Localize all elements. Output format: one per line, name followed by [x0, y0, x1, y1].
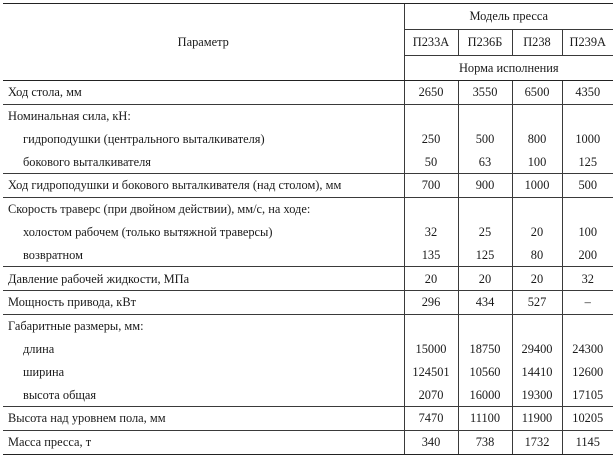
- row-label: Номинальная сила, кН:: [3, 104, 404, 127]
- row-value-П236Б: 738: [458, 430, 512, 454]
- table-row: [3, 291, 613, 315]
- table-header: [3, 4, 613, 81]
- row-value-П236Б: 16000: [458, 383, 512, 406]
- table-row: [3, 361, 613, 384]
- row-value-П233А: 135: [404, 244, 458, 267]
- row-value-П239А: 200: [562, 244, 613, 267]
- row-value-П236Б: 20: [458, 267, 512, 291]
- row-value-П236Б: 125: [458, 244, 512, 267]
- row-value-П233А: [404, 314, 458, 337]
- table-row: [3, 221, 613, 244]
- row-value-П236Б: 63: [458, 150, 512, 173]
- row-value-П239А: 12600: [562, 361, 613, 384]
- row-value-П238: 800: [512, 128, 562, 151]
- row-value-П233А: 20: [404, 267, 458, 291]
- row-value-П239А: 1000: [562, 128, 613, 151]
- header-norm: Норма исполнения: [404, 56, 613, 81]
- row-value-П238: 527: [512, 291, 562, 315]
- table-row: [3, 430, 613, 454]
- row-value-П239А: 125: [562, 150, 613, 173]
- row-value-П238: 80: [512, 244, 562, 267]
- row-value-П238: 1000: [512, 174, 562, 198]
- row-value-П236Б: 500: [458, 128, 512, 151]
- row-value-П239А: [562, 314, 613, 337]
- row-label: бокового выталкивателя: [23, 154, 151, 169]
- row-label: Ход стола, мм: [3, 81, 404, 105]
- row-value-П238: 20: [512, 267, 562, 291]
- row-value-П238: 6500: [512, 81, 562, 105]
- row-value-П233А: 2650: [404, 81, 458, 105]
- press-spec-table: [3, 3, 613, 455]
- row-label: Габаритные размеры, мм:: [3, 314, 404, 337]
- row-value-П233А: 50: [404, 150, 458, 173]
- row-value-П236Б: [458, 104, 512, 127]
- row-value-П239А: 32: [562, 267, 613, 291]
- row-value-П239А: [562, 104, 613, 127]
- row-value-П238: 11900: [512, 407, 562, 431]
- row-value-П239А: –: [562, 291, 613, 315]
- table-row: [3, 128, 613, 151]
- row-value-П236Б: 18750: [458, 338, 512, 361]
- table-row: [3, 338, 613, 361]
- row-value-П233А: 124501: [404, 361, 458, 384]
- table-row: [3, 174, 613, 198]
- row-label: длина: [23, 341, 55, 356]
- row-value-П239А: 100: [562, 221, 613, 244]
- table-row: [3, 150, 613, 173]
- row-value-П239А: 17105: [562, 383, 613, 406]
- row-value-П239А: 24300: [562, 338, 613, 361]
- row-value-П233А: [404, 197, 458, 220]
- row-value-П233А: 32: [404, 221, 458, 244]
- row-value-П239А: 500: [562, 174, 613, 198]
- row-value-П233А: [404, 104, 458, 127]
- table-row: [3, 244, 613, 267]
- row-value-П236Б: 434: [458, 291, 512, 315]
- row-value-П238: 19300: [512, 383, 562, 406]
- row-value-П239А: 4350: [562, 81, 613, 105]
- row-value-П236Б: [458, 197, 512, 220]
- row-value-П238: [512, 197, 562, 220]
- row-value-П238: 1732: [512, 430, 562, 454]
- row-label: холостом рабочем (только вытяжной траверсы): [23, 224, 273, 239]
- header-model-4: П239А: [562, 30, 613, 56]
- row-value-П238: [512, 314, 562, 337]
- header-param: Параметр: [3, 4, 404, 81]
- table-row: [3, 267, 613, 291]
- row-value-П238: 20: [512, 221, 562, 244]
- row-value-П238: 29400: [512, 338, 562, 361]
- row-value-П239А: 1145: [562, 430, 613, 454]
- row-label: Масса пресса, т: [3, 430, 404, 454]
- row-value-П236Б: 3550: [458, 81, 512, 105]
- row-label: ширина: [23, 364, 65, 379]
- spec-table-container: [3, 3, 613, 455]
- row-value-П233А: 700: [404, 174, 458, 198]
- header-model-2: П236Б: [458, 30, 512, 56]
- row-value-П236Б: 25: [458, 221, 512, 244]
- row-label: Ход гидроподушки и бокового выталкивателя (над столом), мм: [3, 174, 404, 198]
- row-value-П233А: 7470: [404, 407, 458, 431]
- table-body: [3, 81, 613, 455]
- row-label: Высота над уровнем пола, мм: [3, 407, 404, 431]
- row-label: высота общая: [23, 387, 97, 402]
- row-value-П236Б: 900: [458, 174, 512, 198]
- table-row: [3, 314, 613, 337]
- header-model-group: Модель пресса: [404, 4, 613, 30]
- row-value-П238: 14410: [512, 361, 562, 384]
- row-label: Мощность привода, кВт: [3, 291, 404, 315]
- table-row: [3, 104, 613, 127]
- table-row: [3, 81, 613, 105]
- row-value-П233А: 296: [404, 291, 458, 315]
- table-row: [3, 407, 613, 431]
- row-label: возвратном: [23, 247, 83, 262]
- row-label: Давление рабочей жидкости, МПа: [3, 267, 404, 291]
- row-value-П233А: 340: [404, 430, 458, 454]
- row-value-П238: 100: [512, 150, 562, 173]
- row-value-П236Б: 11100: [458, 407, 512, 431]
- table-row: [3, 383, 613, 406]
- row-value-П233А: 250: [404, 128, 458, 151]
- row-label: гидроподушки (центрального выталкивателя): [23, 131, 265, 146]
- row-label: Скорость траверс (при двойном действии), мм/с, на ходе:: [3, 197, 404, 220]
- row-value-П238: [512, 104, 562, 127]
- row-value-П233А: 15000: [404, 338, 458, 361]
- row-value-П233А: 2070: [404, 383, 458, 406]
- row-value-П236Б: 10560: [458, 361, 512, 384]
- row-value-П236Б: [458, 314, 512, 337]
- row-value-П239А: [562, 197, 613, 220]
- header-model-3: П238: [512, 30, 562, 56]
- row-value-П239А: 10205: [562, 407, 613, 431]
- header-model-1: П233А: [404, 30, 458, 56]
- table-row: [3, 197, 613, 220]
